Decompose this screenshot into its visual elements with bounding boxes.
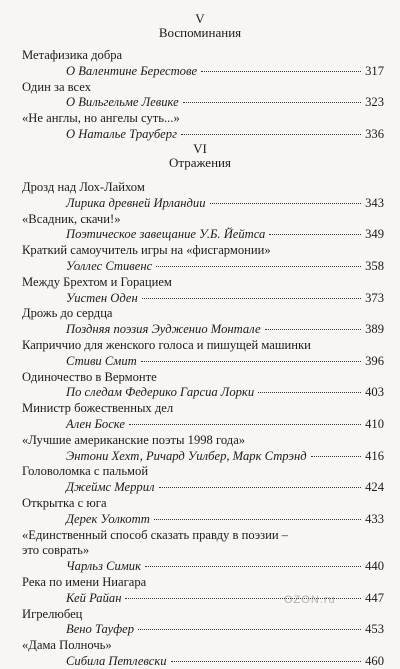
watermark: OZON.ru	[284, 594, 336, 606]
toc-entry-title[interactable]: это соврать»	[22, 543, 90, 558]
page-number: 460	[365, 654, 384, 668]
toc-entry-author[interactable]	[66, 449, 384, 464]
toc-entry-author[interactable]	[66, 385, 384, 400]
toc-entry-author[interactable]	[66, 622, 384, 637]
page-number: 433	[365, 511, 384, 526]
dot-leader	[129, 424, 361, 425]
toc-entry-title[interactable]: «Всадник, скачи!»	[22, 211, 121, 226]
toc-entry-title[interactable]: Каприччио для женского голоса и пишущей машинки	[22, 338, 311, 352]
toc-entry-title[interactable]: Головоломка с пальмой	[22, 464, 149, 479]
dot-leader	[183, 102, 361, 103]
page-number: 424	[365, 480, 384, 495]
toc-entry-author[interactable]	[66, 591, 384, 606]
toc-entry-author[interactable]	[66, 64, 384, 79]
toc-subtitle: По следам Федерико Гарсиа Лорки	[66, 385, 255, 400]
page-number: 323	[365, 95, 384, 110]
dot-leader	[154, 519, 361, 520]
page-number: 349	[365, 227, 384, 242]
dot-leader	[145, 566, 361, 567]
section-number: V	[195, 11, 205, 26]
toc-entry-title[interactable]: Краткий самоучитель игры на «фисгармонии»	[22, 243, 271, 258]
toc-entry-title[interactable]: Один за всех	[22, 79, 92, 94]
page-number: 343	[365, 195, 384, 210]
toc-subtitle: Уистен Оден	[66, 290, 138, 305]
toc-entry-author[interactable]	[66, 196, 384, 211]
toc-entry-title[interactable]: «Единственный способ сказать правду в поэзии –	[22, 527, 289, 542]
page-number: 410	[365, 417, 384, 431]
toc-subtitle: Ален Боске	[66, 417, 125, 431]
toc-entry-title[interactable]: Игрелюбец	[22, 606, 83, 621]
toc-subtitle: Чарльз Симик	[66, 559, 141, 574]
page-number: 396	[365, 353, 384, 368]
page-number: 453	[365, 622, 384, 637]
toc-subtitle: О Наталье Трауберг	[66, 127, 177, 141]
dot-leader	[141, 361, 361, 362]
page-number: 403	[365, 385, 384, 400]
toc-subtitle: Дерек Уолкотт	[66, 511, 150, 526]
toc-subtitle: Энтони Хехт, Ричард Уилбер, Марк Стрэнд	[66, 448, 307, 463]
dot-leader	[181, 134, 361, 135]
dot-leader	[171, 661, 362, 662]
toc-entry-title[interactable]: Дрожь до сердца	[22, 306, 113, 321]
toc-entry-author[interactable]	[66, 559, 384, 574]
toc-subtitle: Лирика древней Ирландии	[66, 195, 206, 210]
page-number: 317	[365, 63, 384, 78]
section-title: Отражения	[169, 155, 231, 170]
page-number: 389	[365, 322, 384, 337]
toc-subtitle: О Вильгельме Левике	[66, 95, 179, 110]
page-number: 358	[365, 259, 384, 273]
toc-entry-title[interactable]: Метафизика добра	[22, 48, 123, 62]
section-title: Воспоминания	[158, 25, 242, 40]
dot-leader	[210, 203, 362, 204]
toc-subtitle: Вено Тауфер	[66, 622, 135, 637]
dot-leader	[142, 298, 361, 299]
toc-entry-title[interactable]: «Не англы, но ангелы суть...»	[22, 111, 180, 126]
toc-subtitle: О Валентине Берестове	[66, 63, 198, 78]
toc-entry-author[interactable]	[66, 354, 384, 369]
dot-leader	[156, 266, 361, 267]
dot-leader	[201, 71, 361, 72]
toc-entry-author[interactable]	[66, 127, 384, 142]
toc-entry-title[interactable]: Одиночество в Вермонте	[22, 369, 157, 384]
dot-leader	[258, 392, 361, 393]
toc-entry-author[interactable]	[66, 654, 384, 669]
toc-entry-title[interactable]: Министр божественных дел	[22, 401, 174, 416]
dot-leader	[138, 629, 361, 630]
toc-entry-author[interactable]	[66, 322, 384, 337]
toc-entry-author[interactable]	[66, 95, 384, 110]
toc-entry-author[interactable]	[66, 417, 384, 432]
toc-entry-author[interactable]	[66, 480, 384, 495]
toc-entry-author[interactable]	[66, 291, 384, 306]
page-number: 373	[365, 290, 384, 305]
toc-entry-title[interactable]: Река по имени Ниагара	[22, 575, 147, 589]
toc-entry-title[interactable]: Открытка с юга	[22, 496, 107, 510]
toc-subtitle: Поэтическое завещание У.Б. Йейтса	[66, 227, 266, 242]
toc-entry-title[interactable]: «Лучшие американские поэты 1998 года»	[22, 432, 246, 447]
dot-leader	[159, 487, 362, 488]
dot-leader	[311, 456, 362, 457]
dot-leader	[269, 234, 361, 235]
toc-entry-title[interactable]: Дрозд над Лох-Лайхом	[22, 180, 145, 194]
toc-subtitle: Джеймс Меррил	[66, 480, 155, 495]
toc-subtitle: Стиви Смит	[66, 353, 137, 368]
dot-leader	[265, 329, 362, 330]
toc-entry-author[interactable]	[66, 512, 384, 527]
toc-subtitle: Поздняя поэзия Эудженио Монтале	[66, 322, 261, 337]
page-number: 416	[365, 448, 384, 463]
toc-entry-title[interactable]: «Дама Полночь»	[22, 638, 112, 653]
toc-subtitle: Уоллес Стивенс	[66, 259, 153, 273]
toc-entry-author[interactable]	[66, 259, 384, 274]
toc-subtitle: Кей Райан	[66, 590, 122, 605]
page-number: 447	[365, 590, 384, 605]
toc-entry-title[interactable]: Между Брехтом и Горацием	[22, 274, 172, 289]
toc-subtitle: Сибила Петлевски	[66, 654, 167, 668]
section-number: VI	[193, 141, 207, 156]
toc-entry-author[interactable]	[66, 227, 384, 242]
page-number: 440	[365, 559, 384, 574]
page-number: 336	[365, 127, 384, 141]
